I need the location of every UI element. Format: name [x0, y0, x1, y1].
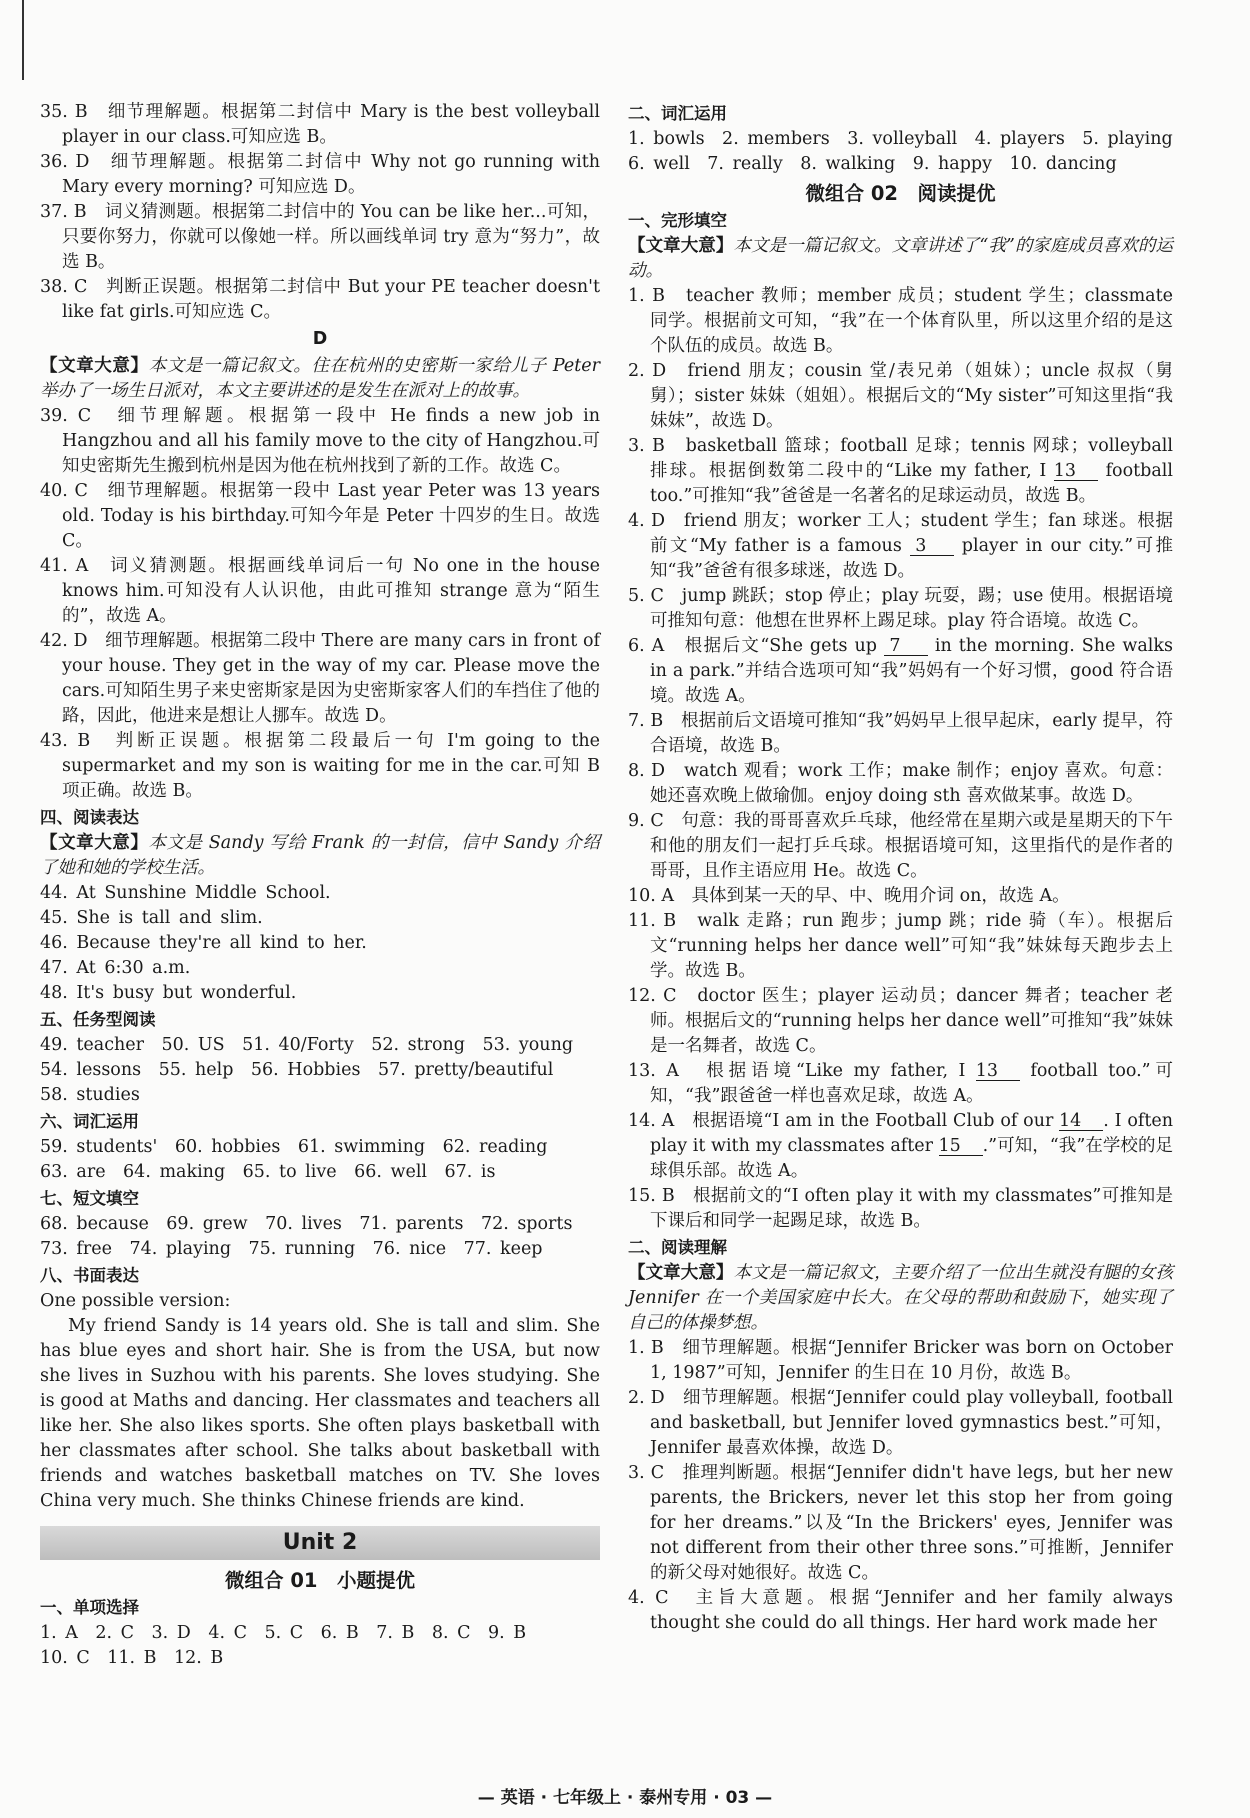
item-text: 13. A 根据语境“Like my father, I — [628, 1061, 976, 1081]
answer-line: 73. free 74. playing 75. running 76. nice 77. keep — [40, 1239, 543, 1259]
blank-number: 3 — [910, 537, 954, 556]
answers-35-38 — [40, 100, 600, 325]
answer-item: 12. C doctor 医生；player 运动员；dancer 舞者；teacher 老师。根据后文的“running helps her dance well”可推知“我”妹妹是一名舞者，故选 C。 — [628, 986, 1173, 1056]
answer-line: 47. At 6:30 a.m. — [40, 958, 191, 978]
item-text: player in our city.”可推知“我”爸爸有很多球迷，故选 D。 — [650, 536, 1173, 581]
answer-item: 41. A 词义猜测题。根据画线单词后一句 No one in the house knows him.可知没有人认识他，由此可推知 strange 意为“陌生的”，故选 A。 — [40, 556, 600, 626]
section-d-heading: D — [312, 329, 328, 349]
blank-number: 15 — [939, 1137, 983, 1156]
answer-line: 10. C 11. B 12. B — [40, 1648, 224, 1668]
binding-line — [22, 0, 24, 80]
item-text: 4. D friend 朋友；worker 工人；student 学生；fan 球迷。根据前文“My father is a famous — [628, 511, 1173, 556]
answer-item: 11. B walk 走路；run 跑步；jump 跳；ride 骑（车）。根据后文“running helps her dance well”可知“我”妹妹每天跑步去上学。故选 B。 — [628, 911, 1173, 981]
answer-line: 44. At Sunshine Middle School. — [40, 883, 331, 903]
blank-number: 13 — [976, 1062, 1020, 1081]
answer-line: 58. studies — [40, 1085, 140, 1105]
answer-item: 15. B 根据前文的“I often play it with my classmates”可推知是下课后和同学一起踢足球，故选 B。 — [628, 1186, 1173, 1231]
section-heading: 八、书面表达 — [40, 1266, 139, 1285]
section-heading: 六、词汇运用 — [40, 1112, 139, 1131]
answer-item: 4. C 主旨大意题。根据“Jennifer and her family always thought she could do all things. Her hard work made her — [628, 1588, 1173, 1633]
summary-text: 本文是一篇记叙文，主要介绍了一位出生就没有腿的女孩 Jennifer 在一个美国家庭中长大。在父母的帮助和鼓励下，她实现了自己的体操梦想。 — [628, 1263, 1173, 1333]
answer-item: 7. B 根据前后文语境可推知“我”妈妈早上很早起床，early 提早，符合语境，故选 B。 — [628, 711, 1173, 756]
section-heading: 四、阅读表达 — [40, 808, 139, 827]
summary-text: 本文是一篇记叙文。住在杭州的史密斯一家给儿子 Peter 举办了一场生日派对，本文主要讲述的是发生在派对上的故事。 — [40, 356, 600, 401]
answer-item: 10. A 具体到某一天的早、中、晚用介词 on，故选 A。 — [628, 886, 1070, 906]
answer-line: 6. well 7. really 8. walking 9. happy 10. dancing — [628, 154, 1117, 174]
answer-item: 42. D 细节理解题。根据第二段中 There are many cars in front of your house. They get in the way of my car. Please move the cars.可知陌生男子来史密斯家是因为史密斯家客人们的车挡住了他的路，因此，他进来是想让人挪车。故选 D。 — [40, 631, 600, 726]
answer-item: 3. C 推理判断题。根据“Jennifer didn't have legs, but her new parents, the Brickers, never let this stop her from going for her dreams.”以及“In the Brickers' eyes, Jennifer was not different from their other three sons.”可推断，Jennifer 的新父母对她很好。故选 C。 — [628, 1463, 1173, 1583]
answer-item — [628, 509, 1173, 584]
essay-body: My friend Sandy is 14 years old. She is tall and slim. She has blue eyes and short hair. She is from the USA, but now she lives in Suzhou with his parents. She loves studying. She is good at Maths and dancing. Her classmates and teachers all like her. She also likes sports. She often plays basketball with her classmates after school. She talks about basketball with friends and watches basketball matches on TV. She loves China very much. She thinks Chinese friends are kind. — [40, 1316, 600, 1511]
answer-item — [628, 634, 1173, 709]
answer-item: 38. C 判断正误题。根据第二封信中 But your PE teacher doesn't like fat girls.可知应选 C。 — [40, 277, 600, 322]
summary-tag: 【文章大意】 — [628, 1263, 734, 1283]
item-text: football too.”可知，“我”跟爸爸一样也喜欢足球，故选 A。 — [650, 1061, 1173, 1106]
section-heading: 七、短文填空 — [40, 1189, 139, 1208]
answer-item: 35. B 细节理解题。根据第二封信中 Mary is the best volleyball player in our class.可知应选 B。 — [40, 102, 600, 147]
item-text: .”可知，“我”在学校的足球俱乐部。故选 A。 — [650, 1136, 1173, 1181]
answer-item: 36. D 细节理解题。根据第二封信中 Why not go running with Mary every morning? 可知应选 D。 — [40, 152, 600, 197]
answer-item — [628, 1109, 1173, 1184]
answer-line: 68. because 69. grew 70. lives 71. parents 72. sports — [40, 1214, 573, 1234]
section-heading: 二、阅读理解 — [628, 1238, 727, 1257]
answer-line: 54. lessons 55. help 56. Hobbies 57. pretty/beautiful — [40, 1060, 554, 1080]
answer-item: 39. C 细节理解题。根据第一段中 He finds a new job in Hangzhou and all his family move to the city of Hangzhou.可知史密斯先生搬到杭州是因为他在杭州找到了新的工作。故选 C。 — [40, 406, 600, 476]
answer-item: 2. D 细节理解题。根据“Jennifer could play volleyball, football and basketball, but Jennifer loved gymnastics best.”可知，Jennifer 最喜欢体操，故选 D。 — [628, 1388, 1173, 1458]
unit-title-bar: Unit 2 — [40, 1526, 600, 1560]
article-summary-d — [40, 354, 600, 404]
section-heading: 二、词汇运用 — [628, 104, 727, 123]
section-heading: 一、单项选择 — [40, 1598, 139, 1617]
answer-item: 9. C 句意：我的哥哥喜欢乒乓球，他经常在星期六或是星期天的下午和他的朋友们一起打乒乓球。根据语境可知，这里指代的是作者的哥哥，且作主语应用 He。故选 C。 — [628, 811, 1173, 881]
section-heading: 一、完形填空 — [628, 211, 727, 230]
answer-item: 1. B 细节理解题。根据“Jennifer Bricker was born on October 1, 1987”可知，Jennifer 的生日在 10 月份，故选 B。 — [628, 1338, 1173, 1383]
summary-tag: 【文章大意】 — [40, 356, 149, 376]
item-text: 3. B basketball 篮球；football 足球；tennis 网球；volleyball 排球。根据倒数第二段中的“Like my father, I — [628, 436, 1173, 481]
summary-tag: 【文章大意】 — [40, 833, 149, 853]
answer-item: 2. D friend 朋友；cousin 堂/表兄弟（姐妹）；uncle 叔叔（舅舅）；sister 妹妹（姐姐）。根据后文的“My sister”可知这里指“我妹妹”，故选 D。 — [628, 361, 1173, 431]
blank-number: 13 — [1054, 462, 1098, 481]
answer-item: 43. B 判断正误题。根据第二段最后一句 I'm going to the supermarket and my son is waiting for me in the car.可知 B 项正确。故选 B。 — [40, 731, 600, 801]
answer-item: 1. B teacher 教师；member 成员；student 学生；classmate 同学。根据前文可知，“我”在一个体育队里，所以这里介绍的是这个队伍的成员。故选 B。 — [628, 286, 1173, 356]
answers-39-43 — [40, 404, 600, 804]
model-essay — [40, 1289, 600, 1514]
article-summary-cloze — [628, 234, 1173, 284]
article-summary-reading — [628, 1261, 1173, 1336]
answer-line: 1. bowls 2. members 3. volleyball 4. players 5. playing — [628, 129, 1173, 149]
item-text: football too.”可推知“我”爸爸是一名著名的足球运动员，故选 B。 — [650, 461, 1173, 506]
page-footer: — 英语 · 七年级上 · 泰州专用 · 03 — — [477, 1788, 773, 1808]
blank-number: 7 — [884, 637, 928, 656]
item-text: 14. A 根据语境“I am in the Football Club of our — [628, 1111, 1060, 1131]
item-text: . I often play it with my classmates after — [650, 1111, 1173, 1156]
answer-line: 63. are 64. making 65. to live 66. well 67. is — [40, 1162, 496, 1182]
item-text: in the morning. She walks in a park.”并结合选项可知“我”妈妈有一个好习惯，good 符合语境。故选 A。 — [650, 636, 1173, 706]
answer-item: 5. C jump 跳跃；stop 停止；play 玩耍，踢；use 使用。根据语境可推知句意：他想在世界杯上踢足球。play 符合语境。故选 C。 — [628, 586, 1173, 631]
left-column — [40, 100, 600, 1671]
summary-text: 本文是一篇记叙文。文章讲述了“我”的家庭成员喜欢的运动。 — [628, 236, 1173, 281]
group-title: 微组合 02 阅读提优 — [805, 182, 996, 205]
answer-item: 8. D watch 观看；work 工作；make 制作；enjoy 喜欢。句意：她还喜欢晚上做瑜伽。enjoy doing sth 喜欢做某事。故选 D。 — [628, 761, 1173, 806]
answer-item — [628, 434, 1173, 509]
answer-item: 37. B 词义猜测题。根据第二封信中的 You can be like her...可知，只要你努力，你就可以像她一样。所以画线单词 try 意为“努力”，故选 B。 — [40, 202, 600, 272]
summary-text: 本文是 Sandy 写给 Frank 的一封信，信中 Sandy 介绍了她和她的学校生活。 — [40, 833, 600, 878]
answer-line: 48. It's busy but wonderful. — [40, 983, 297, 1003]
answer-line: 59. students' 60. hobbies 61. swimming 62. reading — [40, 1137, 548, 1157]
article-summary-4 — [40, 831, 600, 881]
answer-line: 1. A 2. C 3. D 4. C 5. C 6. B 7. B 8. C 9. B — [40, 1623, 527, 1643]
item-text: 6. A 根据后文“She gets up — [628, 636, 884, 656]
blank-number: 14 — [1059, 1112, 1103, 1131]
answer-item — [628, 1059, 1173, 1109]
section-heading: 五、任务型阅读 — [40, 1010, 156, 1029]
answer-line: 46. Because they're all kind to her. — [40, 933, 367, 953]
group-title: 微组合 01 小题提优 — [225, 1569, 415, 1592]
essay-intro: One possible version: — [40, 1291, 231, 1311]
answer-line: 45. She is tall and slim. — [40, 908, 263, 928]
right-column — [628, 100, 1173, 1636]
answer-item: 40. C 细节理解题。根据第一段中 Last year Peter was 13 years old. Today is his birthday.可知今年是 Peter 十四岁的生日。故选 C。 — [40, 481, 600, 551]
summary-tag: 【文章大意】 — [628, 236, 734, 256]
answer-line: 49. teacher 50. US 51. 40/Forty 52. strong 53. young — [40, 1035, 574, 1055]
